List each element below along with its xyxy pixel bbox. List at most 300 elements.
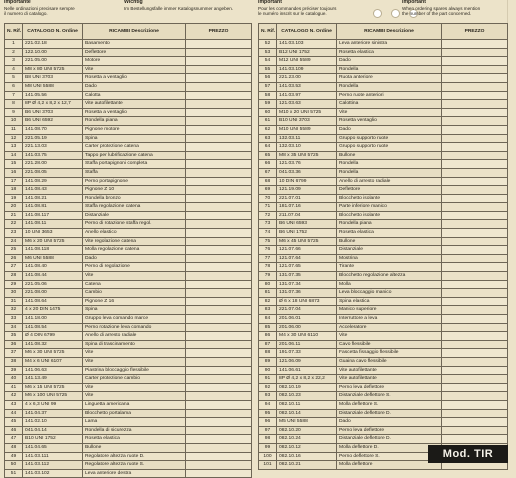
catalog-number: 10 DIN 6799 [277,177,337,186]
price-cell [186,177,252,186]
price-cell [442,160,508,169]
price-cell [186,186,252,195]
part-description: Leva anteriore destra [83,469,186,478]
parts-table-left [4,23,252,478]
price-cell [442,306,508,315]
price-cell [442,125,508,134]
catalog-number: 141.03.103 [277,40,337,49]
col-ricambi: RICAMBI Descrizione [83,24,186,40]
table-row [259,203,508,212]
part-description: Manico superiore [337,306,442,315]
table-row [5,297,252,306]
part-description: Rondella [337,82,442,91]
price-cell [186,246,252,255]
part-description: Gruppo leva comando marce [83,315,186,324]
catalog-number: 141.08.21 [23,194,83,203]
price-cell [186,220,252,229]
part-description: Linguetta americana [83,400,186,409]
part-description: Perno portapignone [83,177,186,186]
ref-number: 6 [5,82,23,91]
part-description: Blocchetto isolante [337,194,442,203]
part-description: Rosetta a ventaglio [83,74,186,83]
part-description: Vite [337,332,442,341]
header-title: Important [258,0,282,5]
ref-number: 58 [259,91,277,100]
catalog-number: 141.08.81 [23,203,83,212]
catalog-number: M6 UNI 5588 [23,254,83,263]
table-row [259,435,508,444]
header-line: Nelle ordinazioni precisare sempre [4,5,75,11]
part-description: Vite [83,65,186,74]
ref-number: 19 [5,194,23,203]
price-cell [186,160,252,169]
price-cell [442,143,508,152]
part-description: Rondella [337,160,442,169]
price-cell [186,426,252,435]
part-description: Vite [83,349,186,358]
table-row [5,323,252,332]
table-row [259,375,508,384]
table-row [259,297,508,306]
table-row [5,65,252,74]
parts-table-right [258,23,508,470]
part-description: Anello di arresto radiale [83,332,186,341]
catalog-number: 141.08.64 [23,297,83,306]
catalog-number: B6 UNI 1752 [277,229,337,238]
catalog-number: M10 UNI 5589 [277,125,337,134]
table-row [5,211,252,220]
catalog-number: M6 x 30 UNI 5725 [23,349,83,358]
price-cell [186,143,252,152]
catalog-number: 082.10.21 [277,461,337,470]
catalog-number: 221.08.00 [23,289,83,298]
price-cell [186,48,252,57]
catalog-number: 221.08.05 [23,168,83,177]
ref-number: 40 [5,375,23,384]
catalog-number: 131.07.35 [277,272,337,281]
part-description: Bullone [337,237,442,246]
price-cell [186,65,252,74]
ref-number: 29 [5,280,23,289]
ref-number: 22 [5,220,23,229]
table-row [259,272,508,281]
part-description: Molla [337,280,442,289]
table-row [259,315,508,324]
ref-number: 41 [5,383,23,392]
table-row [5,254,252,263]
price-cell [442,194,508,203]
table-row [259,349,508,358]
part-description: Regolatore altezza ruote D. [83,452,186,461]
table-row [259,426,508,435]
ref-number: 1 [5,40,23,49]
table-row [5,160,252,169]
part-description: Spina [83,306,186,315]
catalog-number: 141.03.102 [23,469,83,478]
part-description: Vite [83,392,186,401]
ref-number: 8 [5,100,23,109]
ref-number: 96 [259,418,277,427]
catalog-number: 082.10.16 [277,452,337,461]
ref-number: 92 [259,383,277,392]
col-ricambi: RICAMBI Descrizione [337,24,442,40]
ref-number: 99 [259,443,277,452]
table-row [259,57,508,66]
header-french [258,0,398,17]
price-cell [442,383,508,392]
catalog-number: 141.04.37 [23,409,83,418]
part-description: Leva anteriore sinistra [337,40,442,49]
price-cell [186,151,252,160]
price-cell [186,323,252,332]
catalog-number: 132.03.11 [277,134,337,143]
table-row [5,469,252,478]
ref-number: 5 [5,74,23,83]
part-description: Rondella bronzo [83,194,186,203]
part-description: Vite [83,357,186,366]
part-description: Ruota anteriore [337,74,442,83]
price-cell [442,340,508,349]
price-cell [442,418,508,427]
table-row [259,117,508,126]
ref-number: 48 [5,443,23,452]
catalog-number: 141.08.40 [23,263,83,272]
part-description: Anello elastico [83,229,186,238]
table-row [5,108,252,117]
price-cell [442,117,508,126]
ref-number: 70 [259,194,277,203]
ref-number: 18 [5,186,23,195]
catalog-number: 221.07.01 [277,194,337,203]
table-row [5,435,252,444]
header-german [124,0,250,11]
table-row [259,237,508,246]
ref-number: 100 [259,452,277,461]
catalog-number: 141.08.117 [23,211,83,220]
catalog-number: 8P Ø 4,2 x 8,2 x 12,7 [23,100,83,109]
price-cell [442,357,508,366]
ref-number: 51 [5,469,23,478]
part-description: Perno di rotazione staffa regol. [83,220,186,229]
table-header-row [259,24,508,40]
catalog-number: M12 UNI 5589 [277,57,337,66]
price-cell [442,177,508,186]
part-description: Rosetta elastica [337,48,442,57]
part-description: Molla deflettore D. [337,443,442,452]
catalog-number: 221.23.00 [277,74,337,83]
table-row [259,418,508,427]
price-cell [186,297,252,306]
ref-number: 88 [259,349,277,358]
part-description: Molla regolazione catena [83,246,186,255]
price-cell [442,280,508,289]
price-cell [442,409,508,418]
catalog-number: 141.03.53 [277,82,337,91]
header-title: Wichtig [124,0,143,5]
part-description: Mostrina [337,254,442,263]
price-cell [442,91,508,100]
part-description: Rondella [337,168,442,177]
price-cell [442,186,508,195]
catalog-number: 221.05.00 [23,57,83,66]
catalog-number: B8 UNI 3703 [23,74,83,83]
catalog-number: M10 x 20 UNI 5725 [277,108,337,117]
table-row [259,289,508,298]
price-cell [186,400,252,409]
ref-number: 4 [5,65,23,74]
part-description: Bullone [337,151,442,160]
price-cell [442,289,508,298]
part-description: Distanziale deflettore D. [337,409,442,418]
ref-number: 72 [259,211,277,220]
ref-number: 94 [259,400,277,409]
catalog-number: 201.06.11 [277,340,337,349]
table-row [259,48,508,57]
ref-number: 24 [5,237,23,246]
catalog-number: 141.05.56 [23,91,83,100]
table-row [5,117,252,126]
table-row [259,220,508,229]
ref-number: 43 [5,400,23,409]
part-description: Vite autofilettante [337,366,442,375]
price-cell [442,263,508,272]
catalog-number: M6 x 45 UNI 5725 [277,237,337,246]
header-italian [4,0,124,17]
catalog-number: 141.08.43 [23,186,83,195]
catalog-number: 141.13.49 [23,375,83,384]
catalog-number: 4 x 20 DIN 1475 [23,306,83,315]
table-row [5,315,252,324]
table-row [5,366,252,375]
catalog-number: 131.07.36 [277,289,337,298]
price-cell [442,246,508,255]
part-description: Rondella piana [83,117,186,126]
table-row [259,194,508,203]
ref-number: 61 [259,117,277,126]
catalog-number: M4 x 30 UNI 6110 [277,332,337,341]
ref-number: 2 [5,48,23,57]
part-description: Gruppo supporto ruote [337,134,442,143]
price-cell [442,40,508,49]
ref-number: 11 [5,125,23,134]
part-description: Catena [83,280,186,289]
price-cell [186,280,252,289]
catalog-number: M4 x 6 UNI 6107 [23,357,83,366]
part-description: Perno ruote anteriori [337,91,442,100]
catalog-number: 121.06.09 [277,357,337,366]
catalog-number: 221.05.19 [23,134,83,143]
catalog-number: B10 UNI 3703 [277,117,337,126]
catalog-number: M8 x 80 UNI 5725 [23,65,83,74]
ref-number: 55 [259,65,277,74]
catalog-number: 141.04.65 [23,443,83,452]
price-cell [442,323,508,332]
ref-number: 15 [5,160,23,169]
part-description: Anello di arresto radiale [337,177,442,186]
price-cell [186,375,252,384]
ref-number: 52 [259,40,277,49]
price-cell [186,125,252,134]
part-description: Vite autofilettante [337,375,442,384]
part-description: Acceleratore [337,323,442,332]
table-row [5,48,252,57]
price-cell [186,134,252,143]
ref-number: 87 [259,340,277,349]
catalog-number: 141.18.00 [23,315,83,324]
table-row [259,74,508,83]
table-row [259,82,508,91]
part-description: Spina [83,134,186,143]
table-row [259,254,508,263]
ref-number: 36 [5,340,23,349]
table-row [5,220,252,229]
ref-number: 44 [5,409,23,418]
table-row [259,366,508,375]
part-description: Vite regolazione catena [83,237,186,246]
table-row [5,418,252,427]
table-row [5,306,252,315]
table-row [5,40,252,49]
ref-number: 9 [5,108,23,117]
part-description: Distanziale deflettore D. [337,435,442,444]
col-nrif: N. Rif. [5,24,23,40]
ref-number: 13 [5,143,23,152]
ref-number: 84 [259,315,277,324]
catalog-number: 221.02.18 [23,40,83,49]
table-row [5,349,252,358]
table-row [5,383,252,392]
ref-number: 28 [5,272,23,281]
catalog-number: 211.07.04 [277,211,337,220]
part-description: Gruppo supporto ruote [337,143,442,152]
col-prezzo: PREZZO [186,24,252,40]
part-description: Motore [83,57,186,66]
part-description: Staffa [83,168,186,177]
table-row [5,375,252,384]
catalog-number: 121.03.63 [277,100,337,109]
price-cell [442,220,508,229]
ref-number: 16 [5,168,23,177]
part-description: Rosetta elastica [83,435,186,444]
header-line: When ordering spares always mention [402,5,481,11]
ref-number: 91 [259,375,277,384]
ref-number: 59 [259,100,277,109]
table-row [5,134,252,143]
price-cell [442,297,508,306]
catalog-number: 131.07.34 [277,280,337,289]
catalog-number: 121.03.76 [277,160,337,169]
price-cell [186,117,252,126]
catalog-number: 041.04.14 [23,426,83,435]
table-row [259,383,508,392]
price-cell [186,357,252,366]
table-row [5,194,252,203]
table-row [259,40,508,49]
table-row [259,125,508,134]
ref-number: 76 [259,246,277,255]
ref-number: 54 [259,57,277,66]
catalog-number: 082.10.12 [277,443,337,452]
catalog-number: 141.08.44 [23,272,83,281]
header-title: Importante [4,0,31,5]
catalog-number: 141.03.112 [23,461,83,470]
ref-number: 71 [259,203,277,212]
part-description: Rosetta elastica [337,229,442,238]
col-nrif: N. Rif. [259,24,277,40]
ref-number: 3 [5,57,23,66]
table-row [259,108,508,117]
catalog-number: M8 x 35 UNI 5725 [277,151,337,160]
table-row [259,143,508,152]
part-description: Parte inferiore manico [337,203,442,212]
price-cell [186,340,252,349]
catalog-number: 141.08.70 [23,125,83,134]
catalog-number: 082.10.14 [277,409,337,418]
ref-number: 14 [5,151,23,160]
catalog-number: Ø 6 x 18 UNI 6873 [277,297,337,306]
part-description: Carter protezione cambio [83,375,186,384]
table-row [259,100,508,109]
table-row [5,443,252,452]
part-description: Molla deflettore S. [337,400,442,409]
table-row [259,357,508,366]
table-row [5,332,252,341]
ref-number: 42 [5,392,23,401]
table-row [259,306,508,315]
price-cell [186,383,252,392]
ref-number: 85 [259,323,277,332]
price-cell [186,289,252,298]
ref-number: 37 [5,349,23,358]
catalog-number: 132.03.10 [277,143,337,152]
part-description: Vite autofilettante [83,100,186,109]
catalog-number: 141.03.97 [277,91,337,100]
price-cell [186,418,252,427]
table-row [5,100,252,109]
table-row [5,400,252,409]
ref-number: 35 [5,332,23,341]
ref-number: 56 [259,74,277,83]
table-row [5,82,252,91]
part-description: Blocchetto portalama [83,409,186,418]
table-row [5,452,252,461]
part-description: Pignone Z 10 [83,186,186,195]
price-cell [186,82,252,91]
catalog-number: 141.06.61 [277,366,337,375]
catalog-number: 082.10.23 [277,392,337,401]
price-cell [442,211,508,220]
price-cell [186,194,252,203]
ref-number: 90 [259,366,277,375]
price-cell [186,306,252,315]
price-cell [442,82,508,91]
part-description: Rosetta ventaglio [337,117,442,126]
price-cell [442,426,508,435]
table-row [259,409,508,418]
table-header-row [5,24,252,40]
ref-number: 68 [259,177,277,186]
header-line: le numéro inscrit sur le catalogue. [258,11,327,17]
price-cell [186,409,252,418]
table-row [5,392,252,401]
catalog-number: 221.05.06 [23,280,83,289]
ref-number: 23 [5,229,23,238]
catalog-number: 122.10.00 [23,48,83,57]
ref-number: 38 [5,357,23,366]
ref-number: 50 [5,461,23,470]
catalog-number: B12 UNI 1752 [277,48,337,57]
part-description: Spina di trascinamento [83,340,186,349]
